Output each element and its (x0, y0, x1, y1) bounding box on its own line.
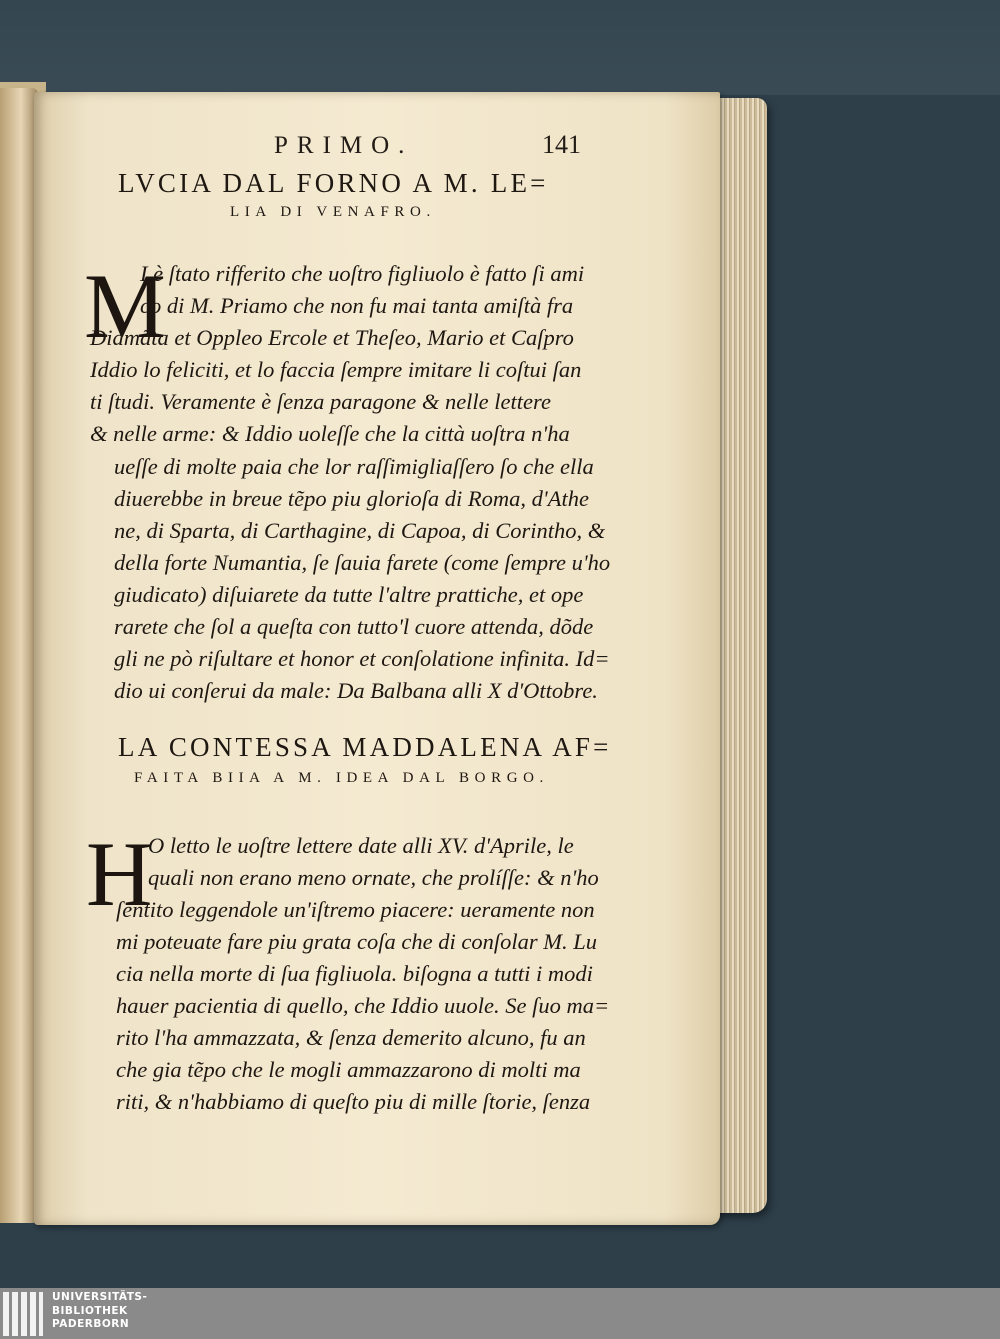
background (0, 0, 1000, 95)
text-line: Iddio lo feliciti, et lo faccia ſempre imitare li coſtui ſan (90, 357, 582, 382)
library-footer (0, 1288, 1000, 1339)
letter-heading: LA CONTESSA MADDALENA AF= (118, 732, 612, 762)
text-line: quali non erano meno ornate, che prolíſſe: & n'ho (148, 865, 599, 890)
left-page (0, 88, 38, 1223)
text-line: I è ſtato rifferito che uoſtro figliuolo è fatto ſi ami (140, 261, 585, 286)
text-line: mi poteuate fare piu grata coſa che di conſolar M. Lu (116, 929, 597, 954)
running-head: PRIMO. (274, 132, 414, 159)
text-line: giudicato) diſuiarete da tutte l'altre prattiche, et ope (114, 582, 584, 607)
letter-heading-continued: LIA DI VENAFRO. (230, 204, 436, 220)
text-line: della forte Numantia, ſe ſauia farete (come ſempre u'ho (114, 550, 611, 575)
library-name-line: UNIVERSITÄTS- (52, 1291, 148, 1303)
drop-cap: M (84, 255, 166, 357)
text-line: riti, & n'habbiamo di queſto piu di mille ſtorie, ſenza (116, 1089, 591, 1114)
text-line: rito l'ha ammazzata, & ſenza demerito alcuno, fu an (116, 1025, 586, 1050)
text-line: ſentito leggendole un'iſtremo piacere: ueramente non (116, 897, 595, 922)
text-line: ueſſe di molte paia che lor raſſimigliaſſero ſo che ella (114, 454, 594, 479)
text-line: hauer pacientia di quello, che Iddio uuole. Se ſuo ma= (116, 993, 610, 1018)
text-line: ti ſtudi. Veramente è ſenza paragone & nelle lettere (90, 389, 551, 414)
text-line: gli ne pò riſultare et honor et conſolatione infinita. Id= (114, 646, 610, 671)
text-line: ne, di Sparta, di Carthagine, di Capoa, di Corintho, & (114, 518, 606, 543)
book-page (34, 92, 720, 1225)
text-line: O letto le uoſtre lettere date alli XV. d'Aprile, le (148, 833, 574, 858)
library-name-line: PADERBORN (52, 1318, 130, 1330)
text-line: co di M. Priamo che non fu mai tanta amiſtà fra (140, 293, 574, 318)
text-line: diuerebbe in breue tẽpo piu glorioſa di Roma, d'Athe (114, 486, 589, 511)
text-line: & nelle arme: & Iddio uoleſſe che la città uoſtra n'ha (90, 421, 570, 446)
text-line: dio ui conſerui da male: Da Balbana alli X d'Ottobre. (114, 678, 598, 703)
text-line: cia nella morte di ſua figliuola. biſogna a tutti i modi (116, 961, 593, 986)
letter-heading: LVCIA DAL FORNO A M. LE= (118, 168, 549, 198)
library-name-line: BIBLIOTHEK (52, 1304, 128, 1317)
text-line: Diamãta et Oppleo Ercole et Theſeo, Mario et Caſpro (90, 325, 574, 350)
library-name (52, 1291, 147, 1332)
page-number: 141 (542, 130, 581, 159)
drop-cap: H (86, 823, 153, 925)
text-line: che gia tẽpo che le mogli ammazzarono di molti ma (116, 1057, 581, 1082)
text-line: rarete che ſol a queſta con tutto'l cuore attenda, dõde (114, 614, 594, 639)
letter-heading-continued: FAITA BIIA A M. IDEA DAL BORGO. (134, 770, 549, 786)
library-logo-icon (3, 1292, 43, 1336)
page-content (34, 92, 720, 1225)
